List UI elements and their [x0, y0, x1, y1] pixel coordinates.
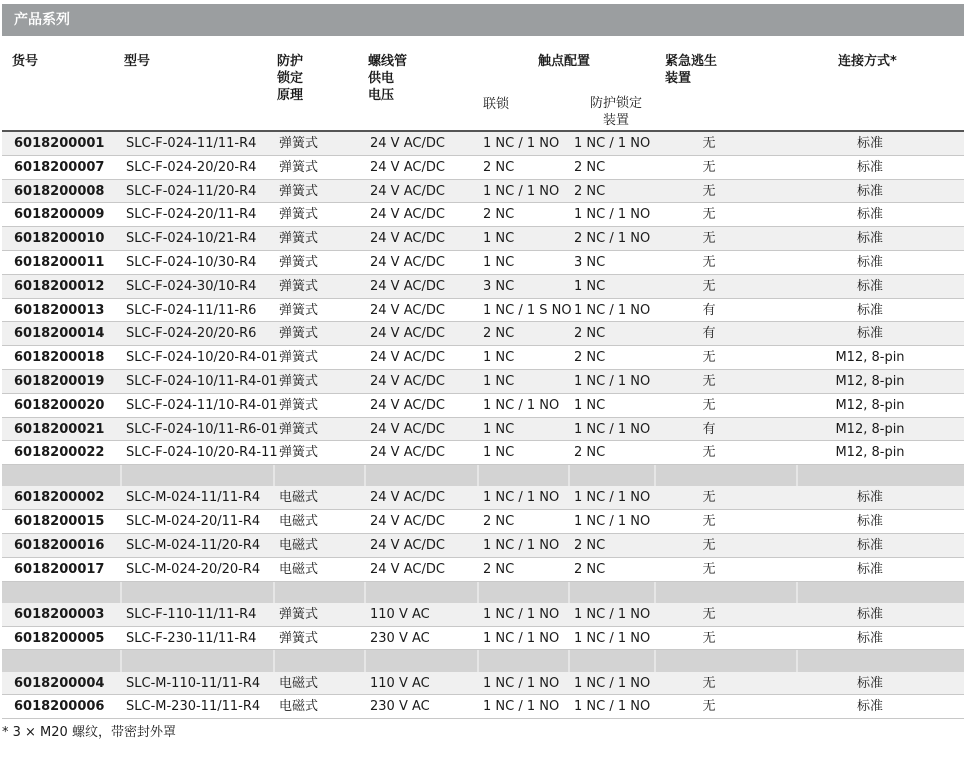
table-row: [2, 695, 964, 719]
cell-item-number: 6018200004: [14, 675, 105, 691]
table-row: [2, 156, 964, 180]
cell-connection: 标准: [856, 514, 883, 530]
header-escape-line: 紧急逃生: [665, 54, 718, 69]
cell-contacts-interlock: 2 NC: [483, 207, 515, 223]
table-row: [2, 132, 964, 156]
cell-contacts-interlock: 1 NC / 1 NO: [483, 490, 560, 506]
cell-principle: 电磁式: [279, 561, 319, 577]
cell-connection: 标准: [856, 675, 883, 691]
table-row: [2, 486, 964, 510]
cell-connection: 标准: [856, 630, 883, 646]
header-supply-line: 供电: [368, 71, 395, 86]
separator-gap: [477, 650, 479, 671]
cell-item-number: 6018200021: [14, 421, 105, 437]
footnote: * 3 × M20 螺纹，带密封外罩: [2, 725, 176, 740]
cell-model: SLC-M-024-11/11-R4: [126, 490, 261, 506]
cell-supply-voltage: 24 V AC/DC: [370, 421, 445, 437]
separator-gap: [568, 465, 570, 486]
cell-contacts-guard: 1 NC / 1 NO: [574, 207, 651, 223]
cell-model: SLC-F-024-10/30-R4: [126, 254, 257, 270]
cell-principle: 弹簧式: [279, 231, 319, 247]
cell-principle: 弹簧式: [279, 278, 319, 294]
cell-supply-voltage: 24 V AC/DC: [370, 445, 445, 461]
cell-connection: 标准: [856, 326, 883, 342]
cell-escape-release: 无: [702, 373, 716, 389]
header-model: 型号: [124, 54, 151, 69]
cell-contacts-guard: 2 NC: [574, 537, 606, 553]
cell-contacts-interlock: 1 NC: [483, 373, 515, 389]
header-contacts-interlock: 联锁: [483, 97, 510, 112]
cell-principle: 弹簧式: [279, 326, 319, 342]
cell-principle: 电磁式: [279, 699, 319, 715]
cell-escape-release: 无: [702, 630, 716, 646]
cell-contacts-guard: 1 NC: [574, 397, 606, 413]
cell-connection: 标准: [856, 183, 883, 199]
cell-escape-release: 无: [702, 675, 716, 691]
header-contacts-guard-line: 装置: [602, 113, 629, 128]
cell-principle: 弹簧式: [279, 421, 319, 437]
table-row: [2, 251, 964, 275]
table-row: [2, 627, 964, 651]
cell-connection: 标准: [856, 699, 883, 715]
header-principle: [277, 53, 303, 104]
header-supply: [368, 53, 407, 104]
cell-supply-voltage: 110 V AC: [370, 606, 430, 622]
table-row: [2, 558, 964, 582]
cell-escape-release: 无: [702, 606, 716, 622]
cell-escape-release: 有: [702, 326, 716, 342]
cell-item-number: 6018200013: [14, 302, 105, 318]
header-principle-line: 锁定: [277, 71, 304, 86]
table-row: [2, 370, 964, 394]
cell-principle: 电磁式: [279, 537, 319, 553]
cell-item-number: 6018200012: [14, 278, 105, 294]
cell-contacts-guard: 1 NC / 1 NO: [574, 514, 651, 530]
table-row: [2, 180, 964, 204]
cell-principle: 弹簧式: [279, 207, 319, 223]
cell-contacts-guard: 1 NC / 1 NO: [574, 373, 651, 389]
cell-principle: 弹簧式: [279, 630, 319, 646]
cell-connection: 标准: [856, 231, 883, 247]
table-row: [2, 322, 964, 346]
cell-contacts-interlock: 1 NC / 1 NO: [483, 183, 560, 199]
cell-contacts-interlock: 2 NC: [483, 514, 515, 530]
separator-gap: [796, 650, 798, 671]
separator-gap: [796, 582, 798, 603]
cell-model: SLC-F-024-20/11-R4: [126, 207, 257, 223]
cell-item-number: 6018200010: [14, 231, 105, 247]
cell-contacts-interlock: 1 NC / 1 NO: [483, 397, 560, 413]
cell-principle: 电磁式: [279, 490, 319, 506]
table-row: [2, 299, 964, 323]
cell-item-number: 6018200002: [14, 490, 105, 506]
cell-connection: 标准: [856, 490, 883, 506]
cell-supply-voltage: 24 V AC/DC: [370, 183, 445, 199]
cell-supply-voltage: 24 V AC/DC: [370, 136, 445, 151]
group-separator: [2, 650, 964, 671]
header-contacts: 触点配置: [538, 54, 591, 69]
separator-gap: [364, 650, 366, 671]
cell-item-number: 6018200007: [14, 159, 105, 175]
cell-supply-voltage: 24 V AC/DC: [370, 159, 445, 175]
cell-escape-release: 无: [702, 537, 716, 553]
group-separator: [2, 582, 964, 603]
cell-principle: 弹簧式: [279, 183, 319, 199]
cell-contacts-interlock: 1 NC: [483, 231, 515, 247]
cell-supply-voltage: 24 V AC/DC: [370, 350, 445, 366]
cell-model: SLC-M-110-11/11-R4: [126, 675, 261, 691]
cell-supply-voltage: 24 V AC/DC: [370, 397, 445, 413]
cell-contacts-interlock: 1 NC / 1 NO: [483, 136, 560, 151]
cell-supply-voltage: 24 V AC/DC: [370, 302, 445, 318]
cell-escape-release: 有: [702, 302, 716, 318]
cell-contacts-guard: 2 NC / 1 NO: [574, 231, 651, 247]
cell-supply-voltage: 24 V AC/DC: [370, 326, 445, 342]
cell-connection: 标准: [856, 278, 883, 294]
cell-model: SLC-F-024-11/20-R4: [126, 183, 257, 199]
cell-connection: 标准: [856, 254, 883, 270]
cell-principle: 弹簧式: [279, 254, 319, 270]
cell-principle: 弹簧式: [279, 445, 319, 461]
separator-gap: [654, 582, 656, 603]
cell-model: SLC-F-024-10/20-R4-11: [126, 445, 278, 461]
cell-connection: 标准: [856, 561, 883, 577]
cell-item-number: 6018200005: [14, 630, 105, 646]
header-escape: [665, 53, 717, 87]
cell-contacts-interlock: 3 NC: [483, 278, 515, 294]
cell-connection: 标准: [856, 159, 883, 175]
cell-item-number: 6018200009: [14, 207, 105, 223]
cell-principle: 弹簧式: [279, 350, 319, 366]
header-supply-line: 电压: [368, 88, 395, 103]
cell-principle: 弹簧式: [279, 136, 319, 151]
cell-supply-voltage: 230 V AC: [370, 630, 430, 646]
separator-gap: [568, 582, 570, 603]
cell-escape-release: 无: [702, 699, 716, 715]
cell-principle: 弹簧式: [279, 159, 319, 175]
cell-model: SLC-F-024-10/20-R4-01: [126, 350, 278, 366]
header-principle-line: 原理: [277, 88, 304, 103]
cell-connection: 标准: [856, 302, 883, 318]
cell-model: SLC-F-024-20/20-R6: [126, 326, 257, 342]
cell-item-number: 6018200016: [14, 537, 105, 553]
table-row: [2, 418, 964, 442]
header-principle-line: 防护: [277, 54, 304, 69]
cell-contacts-guard: 1 NC / 1 NO: [574, 699, 651, 715]
header-connection: 连接方式*: [838, 54, 897, 69]
cell-principle: 弹簧式: [279, 302, 319, 318]
cell-escape-release: 无: [702, 254, 716, 270]
cell-supply-voltage: 24 V AC/DC: [370, 231, 445, 247]
cell-connection: M12, 8-pin: [835, 373, 905, 389]
cell-contacts-guard: 1 NC / 1 NO: [574, 490, 651, 506]
cell-escape-release: 无: [702, 159, 716, 175]
cell-connection: M12, 8-pin: [835, 350, 905, 366]
cell-item-number: 6018200006: [14, 699, 105, 715]
table-row: [2, 227, 964, 251]
cell-contacts-guard: 2 NC: [574, 561, 606, 577]
cell-contacts-interlock: 1 NC / 1 NO: [483, 699, 560, 715]
separator-gap: [120, 650, 122, 671]
separator-gap: [796, 465, 798, 486]
cell-connection: 标准: [856, 606, 883, 622]
cell-escape-release: 无: [702, 136, 716, 151]
table-row: [2, 203, 964, 227]
cell-model: SLC-F-024-30/10-R4: [126, 278, 257, 294]
cell-escape-release: 无: [702, 514, 716, 530]
cell-model: SLC-F-024-11/11-R4: [126, 136, 257, 151]
cell-principle: 弹簧式: [279, 373, 319, 389]
separator-gap: [120, 582, 122, 603]
table-header: [2, 36, 964, 132]
cell-contacts-interlock: 1 NC: [483, 254, 515, 270]
cell-contacts-guard: 1 NC / 1 NO: [574, 606, 651, 622]
cell-escape-release: 无: [702, 350, 716, 366]
cell-contacts-interlock: 1 NC: [483, 421, 515, 437]
table-row: [2, 672, 964, 696]
cell-model: SLC-F-024-10/11-R4-01: [126, 373, 278, 389]
separator-gap: [477, 465, 479, 486]
header-supply-line: 螺线管: [368, 54, 408, 69]
separator-gap: [273, 582, 275, 603]
table-row: [2, 603, 964, 627]
cell-model: SLC-F-024-10/11-R6-01: [126, 421, 278, 437]
separator-gap: [273, 465, 275, 486]
cell-item-number: 6018200001: [14, 136, 105, 151]
cell-escape-release: 无: [702, 397, 716, 413]
cell-supply-voltage: 24 V AC/DC: [370, 537, 445, 553]
cell-escape-release: 无: [702, 445, 716, 461]
cell-item-number: 6018200019: [14, 373, 105, 389]
cell-model: SLC-F-024-20/20-R4: [126, 159, 257, 175]
cell-connection: M12, 8-pin: [835, 445, 905, 461]
cell-item-number: 6018200011: [14, 254, 105, 270]
product-table: [2, 132, 964, 719]
cell-model: SLC-F-110-11/11-R4: [126, 606, 257, 622]
cell-contacts-guard: 1 NC / 1 NO: [574, 675, 651, 691]
cell-item-number: 6018200018: [14, 350, 105, 366]
cell-escape-release: 无: [702, 183, 716, 199]
cell-contacts-interlock: 2 NC: [483, 159, 515, 175]
cell-model: SLC-F-024-10/21-R4: [126, 231, 257, 247]
cell-item-number: 6018200022: [14, 445, 105, 461]
cell-principle: 弹簧式: [279, 606, 319, 622]
cell-contacts-guard: 1 NC / 1 NO: [574, 630, 651, 646]
table-row: [2, 534, 964, 558]
cell-model: SLC-M-024-20/11-R4: [126, 514, 261, 530]
cell-contacts-guard: 2 NC: [574, 350, 606, 366]
cell-supply-voltage: 24 V AC/DC: [370, 254, 445, 270]
cell-escape-release: 无: [702, 490, 716, 506]
section-title: 产品系列: [2, 4, 964, 36]
cell-connection: 标准: [856, 136, 883, 151]
separator-gap: [477, 582, 479, 603]
cell-principle: 电磁式: [279, 514, 319, 530]
cell-contacts-guard: 3 NC: [574, 254, 606, 270]
separator-gap: [654, 650, 656, 671]
cell-contacts-interlock: 1 NC: [483, 350, 515, 366]
separator-gap: [654, 465, 656, 486]
cell-supply-voltage: 110 V AC: [370, 675, 430, 691]
cell-supply-voltage: 24 V AC/DC: [370, 278, 445, 294]
cell-connection: M12, 8-pin: [835, 421, 905, 437]
header-escape-line: 装置: [665, 71, 692, 86]
separator-gap: [273, 650, 275, 671]
cell-model: SLC-F-024-11/11-R6: [126, 302, 257, 318]
cell-contacts-guard: 1 NC / 1 NO: [574, 421, 651, 437]
cell-contacts-interlock: 1 NC / 1 NO: [483, 537, 560, 553]
cell-contacts-guard: 2 NC: [574, 445, 606, 461]
table-row: [2, 275, 964, 299]
cell-contacts-guard: 1 NC / 1 NO: [574, 136, 651, 151]
group-separator: [2, 465, 964, 486]
cell-supply-voltage: 24 V AC/DC: [370, 207, 445, 223]
cell-item-number: 6018200015: [14, 514, 105, 530]
cell-principle: 弹簧式: [279, 397, 319, 413]
cell-connection: 标准: [856, 537, 883, 553]
cell-item-number: 6018200017: [14, 561, 105, 577]
cell-contacts-interlock: 1 NC / 1 S NO: [483, 302, 572, 318]
cell-contacts-guard: 1 NC / 1 NO: [574, 302, 651, 318]
header-contacts-guard: [584, 95, 648, 129]
cell-item-number: 6018200014: [14, 326, 105, 342]
cell-contacts-interlock: 1 NC: [483, 445, 515, 461]
cell-escape-release: 无: [702, 561, 716, 577]
cell-contacts-interlock: 2 NC: [483, 326, 515, 342]
table-row: [2, 394, 964, 418]
separator-gap: [120, 465, 122, 486]
cell-supply-voltage: 24 V AC/DC: [370, 514, 445, 530]
cell-model: SLC-M-230-11/11-R4: [126, 699, 261, 715]
header-item-number: 货号: [12, 54, 39, 69]
cell-principle: 电磁式: [279, 675, 319, 691]
cell-escape-release: 无: [702, 231, 716, 247]
cell-contacts-interlock: 1 NC / 1 NO: [483, 630, 560, 646]
cell-supply-voltage: 230 V AC: [370, 699, 430, 715]
table-row: [2, 346, 964, 370]
cell-item-number: 6018200020: [14, 397, 105, 413]
table-row: [2, 510, 964, 534]
cell-contacts-guard: 2 NC: [574, 183, 606, 199]
separator-gap: [568, 650, 570, 671]
cell-connection: M12, 8-pin: [835, 397, 905, 413]
cell-supply-voltage: 24 V AC/DC: [370, 373, 445, 389]
cell-contacts-guard: 2 NC: [574, 326, 606, 342]
cell-supply-voltage: 24 V AC/DC: [370, 490, 445, 506]
cell-item-number: 6018200008: [14, 183, 105, 199]
cell-contacts-interlock: 2 NC: [483, 561, 515, 577]
separator-gap: [364, 465, 366, 486]
cell-item-number: 6018200003: [14, 606, 105, 622]
cell-model: SLC-M-024-11/20-R4: [126, 537, 261, 553]
cell-connection: 标准: [856, 207, 883, 223]
cell-contacts-guard: 2 NC: [574, 159, 606, 175]
cell-contacts-interlock: 1 NC / 1 NO: [483, 606, 560, 622]
cell-model: SLC-F-230-11/11-R4: [126, 630, 257, 646]
cell-model: SLC-F-024-11/10-R4-01: [126, 397, 278, 413]
separator-gap: [364, 582, 366, 603]
header-contacts-guard-line: 防护锁定: [589, 96, 642, 111]
table-row: [2, 441, 964, 465]
cell-contacts-interlock: 1 NC / 1 NO: [483, 675, 560, 691]
cell-supply-voltage: 24 V AC/DC: [370, 561, 445, 577]
cell-model: SLC-M-024-20/20-R4: [126, 561, 261, 577]
cell-contacts-guard: 1 NC: [574, 278, 606, 294]
cell-escape-release: 有: [702, 421, 716, 437]
cell-escape-release: 无: [702, 207, 716, 223]
cell-escape-release: 无: [702, 278, 716, 294]
